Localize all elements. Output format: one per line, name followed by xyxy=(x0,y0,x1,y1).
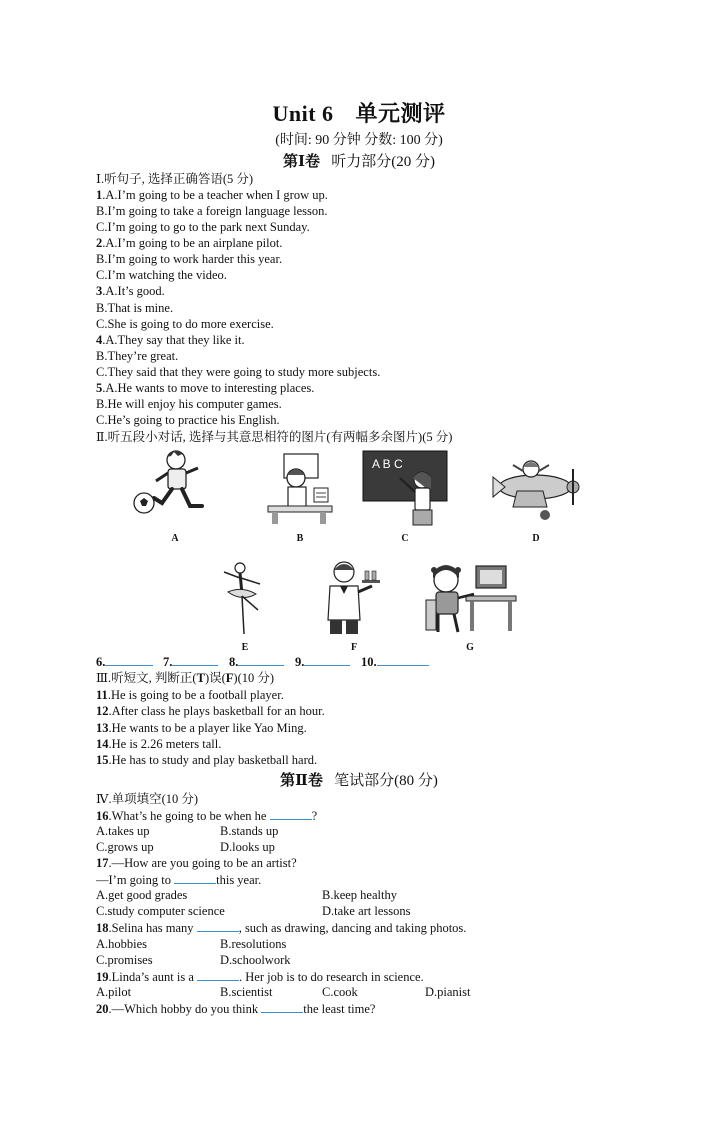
q2-option-b: B.I’m going to work harder this year. xyxy=(96,252,283,266)
answer-blank-6[interactable]: 6. xyxy=(96,653,153,670)
page-title xyxy=(0,97,718,128)
picture-f-label: F xyxy=(350,642,358,653)
picture-c-label: C xyxy=(401,533,409,544)
q16-blank[interactable] xyxy=(270,807,312,820)
q17-option-d: D.take art lessons xyxy=(322,904,411,918)
part2-heading-title: 笔试部分(80 分) xyxy=(334,773,438,789)
section2-heading: Ⅱ.听五段小对话, 选择与其意思相符的图片(有两幅多余图片)(5 分) xyxy=(96,430,453,444)
picture-e-ballet-dancer xyxy=(218,558,268,638)
picture-g-girl-computer xyxy=(424,560,518,636)
q1-option-c: C.I’m going to go to the park next Sunday. xyxy=(96,220,310,234)
q4-option-c: C.They said that they were going to study more subjects. xyxy=(96,365,381,379)
part1-heading-title: 听力部分(20 分) xyxy=(331,154,436,170)
q5-option-b: B.He will enjoy his computer games. xyxy=(96,397,282,411)
title-main: 单元测评 xyxy=(355,101,446,126)
q1-option-a: 1.A.I’m going to be a teacher when I grow up. xyxy=(96,188,328,202)
q13: 13.He wants to be a player like Yao Ming. xyxy=(96,721,307,735)
q16-option-a: A.takes up xyxy=(96,824,150,838)
picture-e-label: E xyxy=(241,642,249,653)
q3-option-c: C.She is going to do more exercise. xyxy=(96,317,274,331)
answer-blank-10[interactable]: 10. xyxy=(361,653,429,670)
picture-g-label: G xyxy=(466,642,474,653)
q5-option-c: C.He’s going to practice his English. xyxy=(96,413,280,427)
q14: 14.He is 2.26 meters tall. xyxy=(96,737,222,751)
q16-option-d: D.looks up xyxy=(220,840,275,854)
picture-d-airplane-pilot xyxy=(487,455,583,523)
q17-option-a: A.get good grades xyxy=(96,888,188,902)
section1-heading: Ⅰ.听句子, 选择正确答语(5 分) xyxy=(96,172,254,186)
q19-option-d: D.pianist xyxy=(425,985,471,999)
q1-option-b: B.I’m going to take a foreign language lesson. xyxy=(96,204,328,218)
q2-option-c: C.I’m watching the video. xyxy=(96,268,227,282)
section3-heading: Ⅲ.听短文, 判断正(T)误(F)(10 分) xyxy=(96,671,275,685)
q19-stem: 19.Linda’s aunt is a . Her job is to do research in science. xyxy=(96,970,424,984)
q16-stem: 16.What’s he going to be when he ? xyxy=(96,809,318,823)
q4-option-a: 4.A.They say that they like it. xyxy=(96,333,245,347)
q16-option-c: C.grows up xyxy=(96,840,154,854)
q20-stem: 20.—Which hobby do you think the least time? xyxy=(96,1002,376,1016)
part2-heading-vol: 第Ⅱ卷 xyxy=(280,773,323,789)
q3-option-b: B.That is mine. xyxy=(96,301,174,315)
part2-heading xyxy=(0,769,718,790)
q2-option-a: 2.A.I’m going to be an airplane pilot. xyxy=(96,236,283,250)
q18-option-d: D.schoolwork xyxy=(220,953,291,967)
q18-stem: 18.Selina has many , such as drawing, dancing and taking photos. xyxy=(96,921,467,935)
picture-a-label: A xyxy=(171,533,179,544)
q19-option-c: C.cook xyxy=(322,985,358,999)
q17-blank[interactable] xyxy=(174,871,216,884)
q20-blank[interactable] xyxy=(261,1000,303,1013)
q4-option-b: B.They’re great. xyxy=(96,349,179,363)
answer-blank-9[interactable]: 9. xyxy=(295,653,350,670)
q16-option-b: B.stands up xyxy=(220,824,279,838)
q19-blank[interactable] xyxy=(197,968,239,981)
picture-c-teacher-blackboard xyxy=(362,450,448,526)
part1-heading xyxy=(0,150,718,171)
q17-option-b: B.keep healthy xyxy=(322,888,397,902)
q17-stem: 17.—How are you going to be an artist? xyxy=(96,856,297,870)
q12: 12.After class he plays basketball for an hour. xyxy=(96,704,325,718)
q18-option-a: A.hobbies xyxy=(96,937,148,951)
answer-blank-8[interactable]: 8. xyxy=(229,653,284,670)
q19-option-b: B.scientist xyxy=(220,985,273,999)
title-unit: Unit 6 xyxy=(272,101,334,126)
q18-option-c: C.promises xyxy=(96,953,153,967)
blackboard-text: A B C xyxy=(372,457,403,471)
answer-blank-7[interactable]: 7. xyxy=(163,653,218,670)
q18-option-b: B.resolutions xyxy=(220,937,287,951)
q11: 11.He is going to be a football player. xyxy=(96,688,284,702)
q3-option-a: 3.A.It’s good. xyxy=(96,284,165,298)
q19-option-a: A.pilot xyxy=(96,985,132,999)
section4-heading: Ⅳ.单项填空(10 分) xyxy=(96,792,199,806)
picture-d-label: D xyxy=(532,533,540,544)
q18-blank[interactable] xyxy=(197,919,239,932)
picture-f-waiter xyxy=(322,558,382,636)
picture-b-label: B xyxy=(296,533,304,544)
q5-option-a: 5.A.He wants to move to interesting places. xyxy=(96,381,315,395)
q17-response: —I’m going to this year. xyxy=(96,873,262,887)
picture-b-office-worker xyxy=(266,448,336,526)
q17-option-c: C.study computer science xyxy=(96,904,225,918)
time-score-note: (时间: 90 分钟 分数: 100 分) xyxy=(275,133,443,148)
part1-heading-vol: 第Ⅰ卷 xyxy=(282,154,321,170)
q15: 15.He has to study and play basketball hard. xyxy=(96,753,318,767)
picture-a-boy-football xyxy=(132,448,216,524)
